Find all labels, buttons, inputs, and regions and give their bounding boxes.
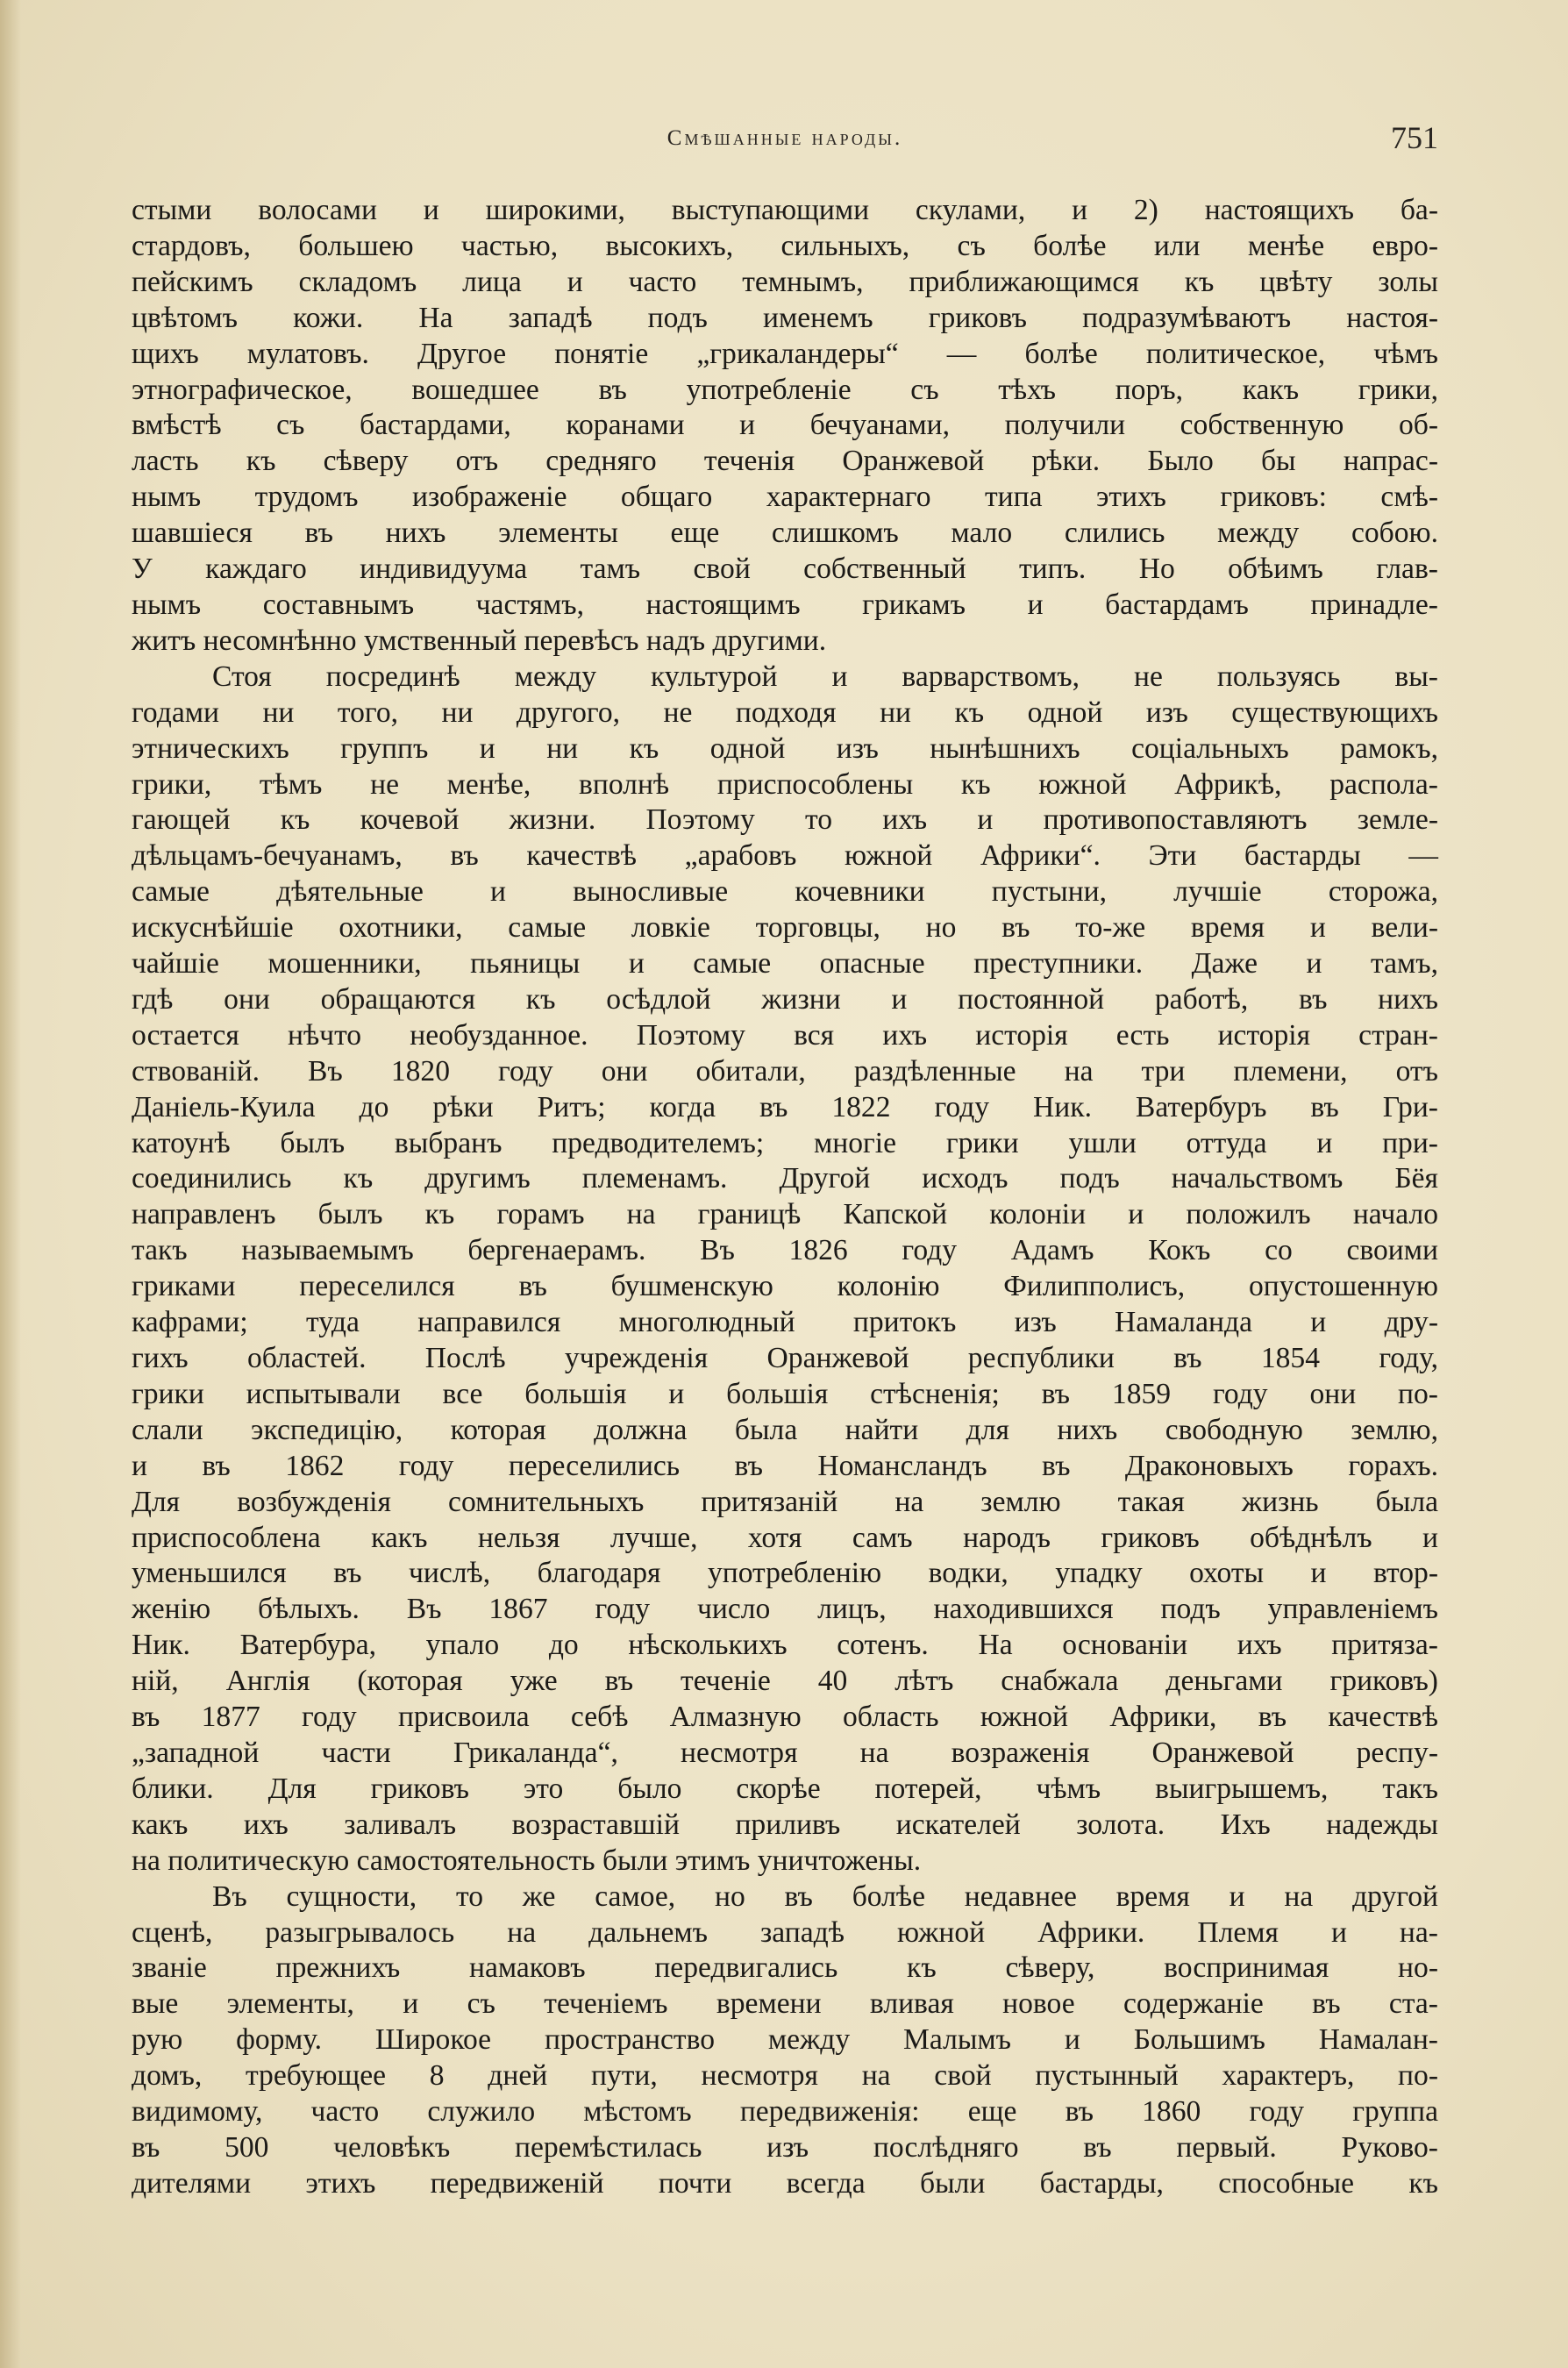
text-line: щихъ мулатовъ. Другое понятіе „грикаландеры“ — болѣе политическое, чѣмъ (132, 337, 1438, 370)
text-line: Даніель-Куила до рѣки Ритъ; когда въ 1822 году Ник. Ватербуръ въ Гри- (132, 1090, 1438, 1123)
text-line: въ 500 человѣкъ перемѣстилась изъ послѣдняго въ первый. Руково- (132, 2130, 1438, 2164)
text-line: и въ 1862 году переселились въ Номансландъ въ Драконовыхъ горахъ. (132, 1449, 1438, 1482)
text-line: Для возбужденія сомнительныхъ притязаній на землю такая жизнь была (132, 1485, 1438, 1518)
text-line: этнографическое, вошедшее въ употребленіе съ тѣхъ поръ, какъ грики, (132, 373, 1438, 406)
page-header (132, 119, 1438, 172)
text-line: соединились къ другимъ племенамъ. Другой исходъ подъ начальствомъ Бёя (132, 1162, 1438, 1195)
paragraph-1 (132, 193, 1438, 660)
running-head: Смѣшанные народы. (666, 126, 903, 150)
paragraph-3 (132, 1879, 1438, 2202)
text-line: гдѣ они обращаются къ осѣдлой жизни и постоянной работѣ, въ нихъ (132, 982, 1438, 1016)
text-line: слали экспедицію, которая должна была найти для нихъ свободную землю, (132, 1413, 1438, 1446)
text-line: Въ сущности, то же самое, но въ болѣе недавнее время и на другой (212, 1879, 1438, 1913)
text-line: гриками переселился въ бушменскую колонію Филипполисъ, опустошенную (132, 1270, 1438, 1303)
text-line: искуснѣйшіе охотники, самые ловкіе торговцы, но въ то-же время и вели- (132, 911, 1438, 945)
text-line: пейскимъ складомъ лица и часто темнымъ, приближающимся къ цвѣту золы (132, 265, 1438, 298)
text-line: грики, тѣмъ не менѣе, вполнѣ приспособлены къ южной Африкѣ, распола- (132, 767, 1438, 801)
text-line: этническихъ группъ и ни къ одной изъ нынѣшнихъ соціальныхъ рамокъ, (132, 731, 1438, 765)
text-line: блики. Для гриковъ это было скорѣе потерей, чѣмъ выигрышемъ, такъ (132, 1772, 1438, 1805)
text-line: какъ ихъ заливалъ возраставшій приливъ искателей золота. Ихъ надежды (132, 1808, 1438, 1841)
text-line: нымъ трудомъ изображеніе общаго характернаго типа этихъ гриковъ: смѣ- (132, 481, 1438, 514)
text-line: домъ, требующее 8 дней пути, несмотря на свой пустынный характеръ, по- (132, 2059, 1438, 2093)
text-line: уменьшился въ числѣ, благодаря употребленію водки, упадку охоты и втор- (132, 1557, 1438, 1590)
text-line: рую форму. Широкое пространство между Малымъ и Большимъ Намалан- (132, 2023, 1438, 2057)
page-number: 751 (1391, 120, 1438, 155)
text-line: житъ несомнѣнно умственный перевѣсъ надъ другими. (132, 624, 827, 657)
text-line: въ 1877 году присвоила себѣ Алмазную область южной Африки, въ качествѣ (132, 1701, 1438, 1734)
text-line: женію бѣлыхъ. Въ 1867 году число лицъ, находившихся подъ управленіемъ (132, 1593, 1438, 1626)
text-line: Стоя посрединѣ между культурой и варварствомъ, не пользуясь вы- (212, 660, 1438, 693)
text-line: званіе прежнихъ намаковъ передвигались къ сѣверу, воспринимая но- (132, 1951, 1438, 1985)
body-text (132, 193, 1438, 2202)
text-line: гающей къ кочевой жизни. Поэтому то ихъ и противопоставляютъ земле- (132, 803, 1438, 837)
text-line: нымъ составнымъ частямъ, настоящимъ грикамъ и бастардамъ принадле- (132, 588, 1438, 621)
text-line: дѣльцамъ-бечуанамъ, въ качествѣ „арабовъ южной Африки“. Эти бастарды — (132, 839, 1438, 873)
text-line: вмѣстѣ съ бастардами, коранами и бечуанами, получили собственную об- (132, 409, 1438, 442)
text-line: У каждаго индивидуума тамъ свой собственный типъ. Но обѣимъ глав- (132, 553, 1438, 586)
text-line: чайшіе мошенники, пьяницы и самые опасные преступники. Даже и тамъ, (132, 947, 1438, 981)
text-line: сценѣ, разыгрывалось на дальнемъ западѣ южной Африки. Племя и на- (132, 1915, 1438, 1949)
text-line: ній, Англія (которая уже въ теченіе 40 лѣтъ снабжала деньгами гриковъ) (132, 1665, 1438, 1698)
text-line: „западной части Грикаланда“, несмотря на возраженія Оранжевой респу- (132, 1736, 1438, 1769)
text-line: цвѣтомъ кожи. На западѣ подъ именемъ гриковъ подразумѣваютъ настоя- (132, 301, 1438, 334)
text-line: самые дѣятельные и выносливые кочевники пустыни, лучшіе сторожа, (132, 875, 1438, 909)
paragraph-2 (132, 660, 1438, 1879)
text-line: видимому, часто служило мѣстомъ передвиженія: еще въ 1860 году группа (132, 2095, 1438, 2129)
text-line: грики испытывали все большія и большія стѣсненія; въ 1859 году они по- (132, 1377, 1438, 1410)
text-line: кафрами; туда направился многолюдный притокъ изъ Намаланда и дру- (132, 1306, 1438, 1339)
text-line: годами ни того, ни другого, не подходя ни къ одной изъ существующихъ (132, 695, 1438, 729)
text-line: гихъ областей. Послѣ учрежденія Оранжевой республики въ 1854 году, (132, 1342, 1438, 1374)
text-line: на политическую самостоятельность были этимъ уничтожены. (132, 1844, 922, 1877)
text-line: стардовъ, большею частью, высокихъ, сильныхъ, съ болѣе или менѣе евро- (132, 229, 1438, 262)
text-line: вые элементы, и съ теченіемъ времени вливая новое содержаніе въ ста- (132, 1987, 1438, 2021)
text-line: ствованій. Въ 1820 году они обитали, раздѣленные на три племени, отъ (132, 1054, 1438, 1088)
text-line: такъ называемымъ бергенаерамъ. Въ 1826 году Адамъ Кокъ со своими (132, 1234, 1438, 1267)
text-line: ласть къ сѣверу отъ средняго теченія Оранжевой рѣки. Было бы напрас- (132, 445, 1438, 478)
text-line: приспособлена какъ нельзя лучше, хотя самъ народъ гриковъ обѣднѣлъ и (132, 1521, 1438, 1554)
text-line: дителями этихъ передвиженій почти всегда были бастарды, способные къ (132, 2166, 1438, 2200)
text-line: катоунѣ былъ выбранъ предводителемъ; многіе грики ушли оттуда и при- (132, 1126, 1438, 1159)
text-line: стыми волосами и широкими, выступающими скулами, и 2) настоящихъ ба- (132, 194, 1438, 226)
text-line: остается нѣчто необузданное. Поэтому вся ихъ исторія есть исторія стран- (132, 1018, 1438, 1052)
text-line: шавшіеся въ нихъ элементы еще слишкомъ мало слились между собою. (132, 517, 1438, 550)
text-line: Ник. Ватербура, упало до нѣсколькихъ сотенъ. На основаніи ихъ притяза- (132, 1629, 1438, 1662)
page-edge-shadow (0, 0, 21, 2368)
text-line: направленъ былъ къ горамъ на границѣ Капской колоніи и положилъ начало (132, 1198, 1438, 1231)
